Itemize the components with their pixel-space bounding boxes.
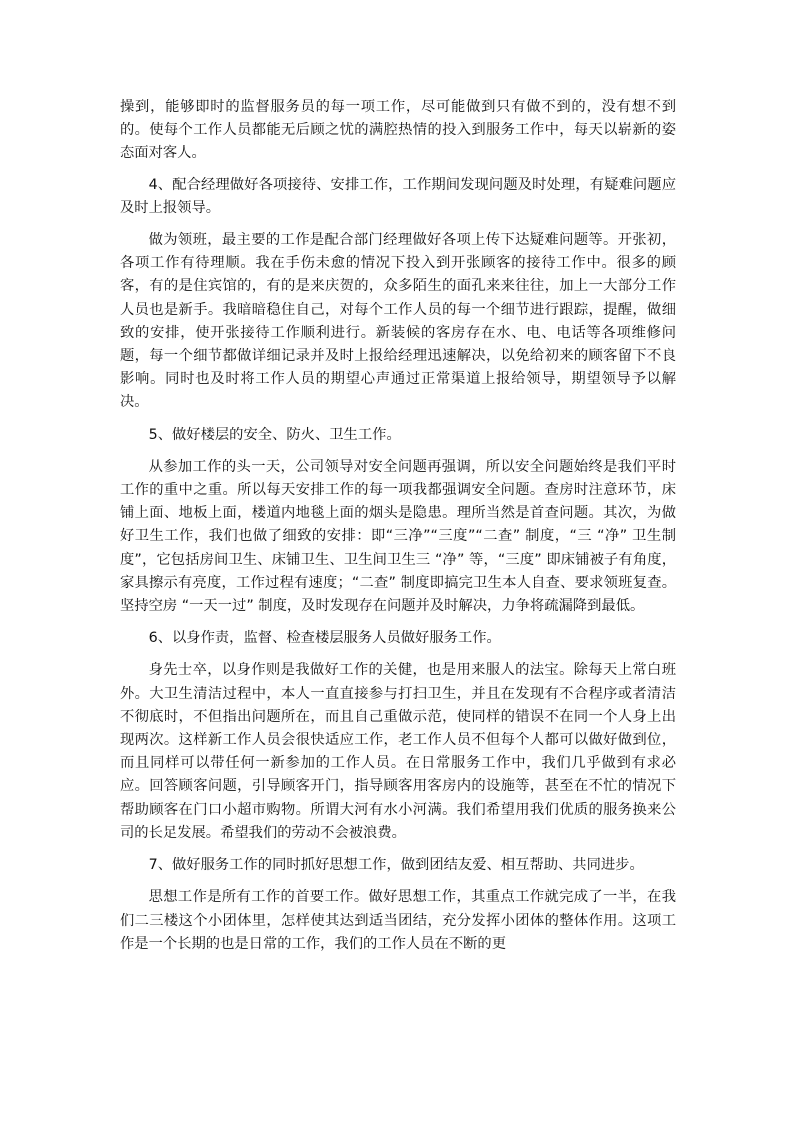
paragraph-section-5: 从参加工作的头一天，公司领导对安全问题再强调，所以安全问题始终是我们平时工作的重中之重。所以每天安排工作的每一项我都强调安全问题。查房时注意环节，床铺上面、地板上面，楼道内地毯上面的烟头是隐患。理所当然是首查问题。其次，为做好卫生工作，我们也做了细致的安排：即“三净”“三度”“二查” 制度，“三 “净” 卫生制度”，它包括房间卫生、床铺卫生、卫生间卫生三 “净” 等，“三度” 即床铺被子有角度，家具擦示有亮度，工作过程有速度；“二查” 制度即搞完卫生本人自查、要求领班复查。坚持空房 “一天一过” 制度，及时发现存在问题并及时解决，力争将疏漏降到最低。 bbox=[120, 458, 676, 615]
section-heading-6: 6、以身作责，监督、检查楼层服务人员做好服务工作。 bbox=[148, 630, 501, 647]
paragraph-section-6: 身先士卒，以身作则是我做好工作的关健，也是用来服人的法宝。除每天上常白班外。大卫生清洁过程中，本人一直直接参与打扫卫生，并且在发现有不合程序或者清洁不彻底时，不但指出问题所在，而且自己重做示范，使同样的错误不在同一个人身上出现两次。这样新工作人员会很快适应工作，老工作人员不但每个人都可以做好做到位，而且同样可以带任何一新参加的工作人员。在日常服务工作中，我们几乎做到有求必应。回答顾客问题，引导顾客开门，指导顾客用客房内的设施等，甚至在不忙的情况下帮助顾客在门口小超市购物。所谓大河有水小河满。我们希望用我们优质的服务换来公司的长足发展。希望我们的劳动不会被浪费。 bbox=[120, 662, 676, 841]
paragraph-section-7: 思想工作是所有工作的首要工作。做好思想工作，其重点工作就完成了一半，在我们二三楼这个小团体里，怎样使其达到适当团结，充分发挥小团体的整体作用。这项工作是一个长期的也是日常的工作，我们的工作人员在不断的更 bbox=[120, 889, 676, 952]
paragraph-intro: 操到，能够即时的监督服务员的每一项工作，尽可能做到只有做不到的，没有想不到的。使每个工作人员都能无后顾之忧的满腔热情的投入到服务工作中，每天以崭新的姿态面对客人。 bbox=[120, 99, 676, 162]
section-heading-5: 5、做好楼层的安全、防火、卫生工作。 bbox=[148, 426, 401, 443]
document-page bbox=[120, 96, 676, 956]
paragraph-section-4: 做为领班，最主要的工作是配合部门经理做好各项上传下达疑难问题等。开张初，各项工作有待理顺。我在手伤未愈的情况下投入到开张顾客的接待工作中。很多的顾客，有的是住宾馆的，有的是来庆贺的，众多陌生的面孔来来往往，加上一大部分工作人员也是新手。我暗暗稳住自己，对每个工作人员的每一个细节进行跟踪，提醒，做细致的安排，使开张接待工作顺利进行。新装候的客房存在水、电、电话等各项维修问题，每一个细节都做详细记录并及时上报给经理迅速解决，以免给初来的顾客留下不良影响。同时也及时将工作人员的期望心声通过正常渠道上报给领导，期望领导予以解决。 bbox=[120, 232, 676, 411]
section-heading-7: 7、做好服务工作的同时抓好思想工作，做到团结友爱、相互帮助、共同进步。 bbox=[148, 857, 644, 874]
section-heading-4: 4、配合经理做好各项接待、安排工作，工作期间发现问题及时处理，有疑难问题应及时上报领导。 bbox=[120, 176, 676, 216]
